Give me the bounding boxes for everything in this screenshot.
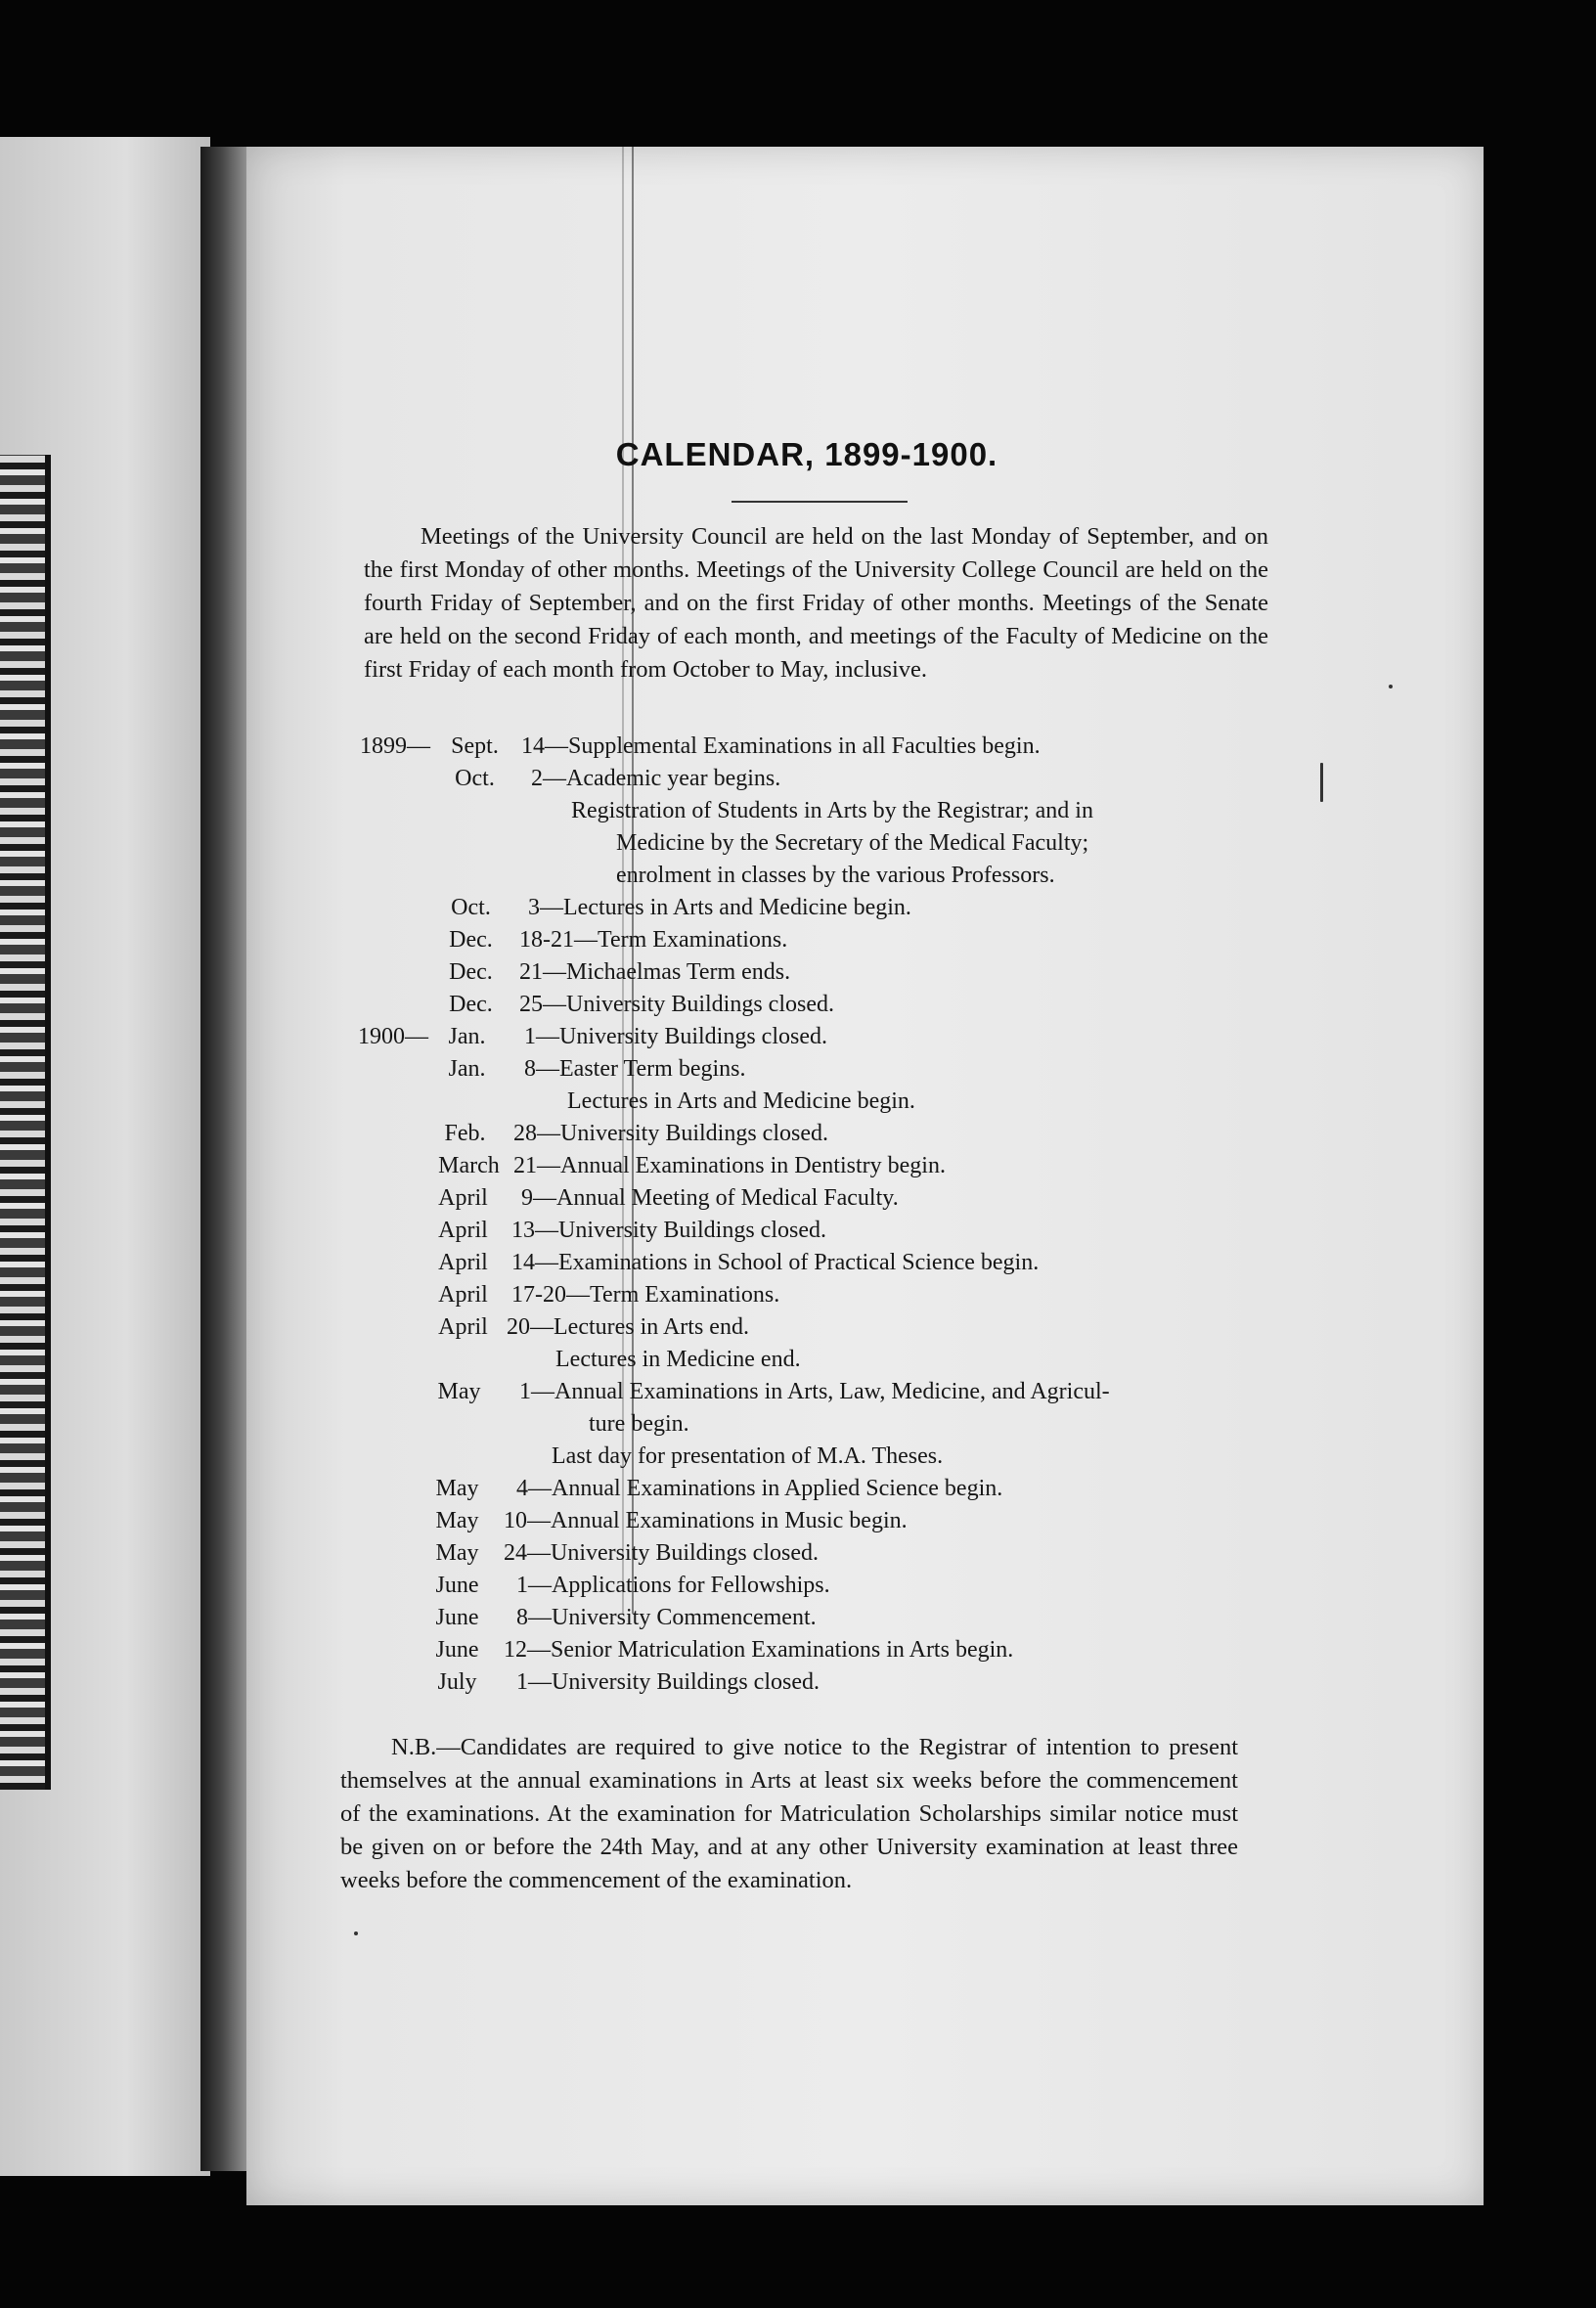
entry-month: May (435, 1508, 479, 1533)
ornamental-border (0, 455, 51, 1790)
intro-text: Meetings of the University Council are held on the last Monday of September, and on the first Monday of other months. Meetings of the University College Council are held on the fourth Friday of September, and on the first Friday of other months. Meetings of the Senate are held on the second Friday of each month, and meetings of the Faculty of Medicine on the first Friday of each month from October to May, inclusive. (364, 523, 1268, 683)
speck (354, 1931, 358, 1935)
entry-month: Sept. (451, 733, 499, 759)
note-paragraph (340, 1731, 1238, 1897)
entry-day: 1 (516, 1669, 528, 1695)
entry-month: Dec. (449, 959, 493, 985)
entry-month: May (435, 1476, 479, 1501)
entry-day: 17-20 (511, 1282, 566, 1308)
entry-month: April (438, 1314, 488, 1340)
entry-day: 24 (504, 1540, 527, 1566)
entry-year: 1899— (360, 733, 430, 759)
entry-text: Registration of Students in Arts by the Registrar; and in (571, 798, 1093, 823)
entry-day: 28 (513, 1121, 537, 1146)
entry-text: Term Examinations. (590, 1282, 780, 1308)
entry-month: April (438, 1282, 488, 1308)
entry-text: Last day for presentation of M.A. Theses. (552, 1443, 944, 1469)
entry-day: 13 (511, 1218, 535, 1243)
entry-day: 2 (531, 766, 543, 791)
entry-month: July (437, 1669, 477, 1695)
entry-text: ture begin. (589, 1411, 689, 1437)
entry-month: Jan. (448, 1056, 486, 1082)
entry-month: May (437, 1379, 481, 1404)
entry-month: June (435, 1573, 479, 1598)
entry-text: Lectures in Arts and Medicine begin. (567, 1088, 915, 1114)
entry-text: University Buildings closed. (559, 1024, 827, 1049)
entry-day: 3 (528, 895, 540, 920)
entry-month: Oct. (451, 895, 491, 920)
entry-month: Jan. (448, 1024, 486, 1049)
entry-day: 12 (504, 1637, 527, 1663)
entry-text: Easter Term begins. (559, 1056, 746, 1082)
entry-text: Michaelmas Term ends. (566, 959, 791, 985)
intro-paragraph (364, 520, 1268, 687)
entry-day: 8 (524, 1056, 536, 1082)
entry-text: University Commencement. (552, 1605, 817, 1630)
entry-day: 10 (504, 1508, 527, 1533)
entry-text: University Buildings closed. (560, 1121, 828, 1146)
entry-text: University Buildings closed. (558, 1218, 826, 1243)
entry-text: University Buildings closed. (552, 1669, 820, 1695)
entry-month: June (435, 1637, 479, 1663)
entry-day: 20 (507, 1314, 530, 1340)
entry-text: Applications for Fellowships. (552, 1573, 830, 1598)
entry-day: 4 (516, 1476, 528, 1501)
entry-year: 1900— (358, 1024, 428, 1049)
entry-day: 1 (524, 1024, 536, 1049)
entry-month: March (438, 1153, 500, 1178)
entry-text: Lectures in Medicine end. (555, 1347, 801, 1372)
speck (1320, 763, 1323, 802)
entry-day: 9 (521, 1185, 533, 1211)
entry-month: Dec. (449, 927, 493, 953)
note-text: N.B.—Candidates are required to give notice to the Registrar of intention to present themselves at the annual examinations in Arts at least six weeks before the commencement of the examinations. At the examination for Matriculation Scholarships similar notice must be given on or before the 24th May, and at any other University examination at least three weeks before the commencement of the examination. (340, 1734, 1238, 1893)
entry-day: 14 (521, 733, 545, 759)
entry-month: May (435, 1540, 479, 1566)
entry-month: June (435, 1605, 479, 1630)
entry-text: Senior Matriculation Examinations in Arts begin. (551, 1637, 1014, 1663)
entry-day: 1 (519, 1379, 531, 1404)
entry-month: Feb. (444, 1121, 486, 1146)
entry-text: Annual Examinations in Dentistry begin. (560, 1153, 946, 1178)
entry-text: Annual Examinations in Music begin. (551, 1508, 908, 1533)
entry-text: University Buildings closed. (566, 992, 834, 1017)
entry-text: Lectures in Arts and Medicine begin. (563, 895, 911, 920)
entry-text: Medicine by the Secretary of the Medical Faculty; (616, 830, 1089, 856)
entry-text: University Buildings closed. (551, 1540, 819, 1566)
speck (1389, 685, 1393, 688)
page-title: CALENDAR, 1899-1900. (615, 436, 998, 472)
entry-month: Dec. (449, 992, 493, 1017)
entry-month: April (438, 1218, 488, 1243)
entry-day: 25 (519, 992, 543, 1017)
entry-day: 1 (516, 1573, 528, 1598)
entry-text: Lectures in Arts end. (554, 1314, 749, 1340)
entry-text: Annual Examinations in Applied Science begin. (552, 1476, 1003, 1501)
entry-month: April (438, 1250, 488, 1275)
entry-text: Term Examinations. (598, 927, 788, 953)
entry-text: Annual Examinations in Arts, Law, Medicine, and Agricul- (554, 1379, 1110, 1404)
entry-month: April (438, 1185, 488, 1211)
entry-day: 14 (511, 1250, 535, 1275)
entry-text: Supplemental Examinations in all Faculties begin. (568, 733, 1041, 759)
entry-text: enrolment in classes by the various Professors. (616, 863, 1055, 888)
title-rule (732, 501, 908, 503)
entry-day: 21 (513, 1153, 537, 1178)
entry-day: 8 (516, 1605, 528, 1630)
entry-month: Oct. (455, 766, 495, 791)
entry-text: Academic year begins. (566, 766, 781, 791)
entry-text: Examinations in School of Practical Science begin. (558, 1250, 1040, 1275)
entry-day: 18-21 (519, 927, 574, 953)
entry-text: Annual Meeting of Medical Faculty. (556, 1185, 899, 1211)
entry-day: 21 (519, 959, 543, 985)
